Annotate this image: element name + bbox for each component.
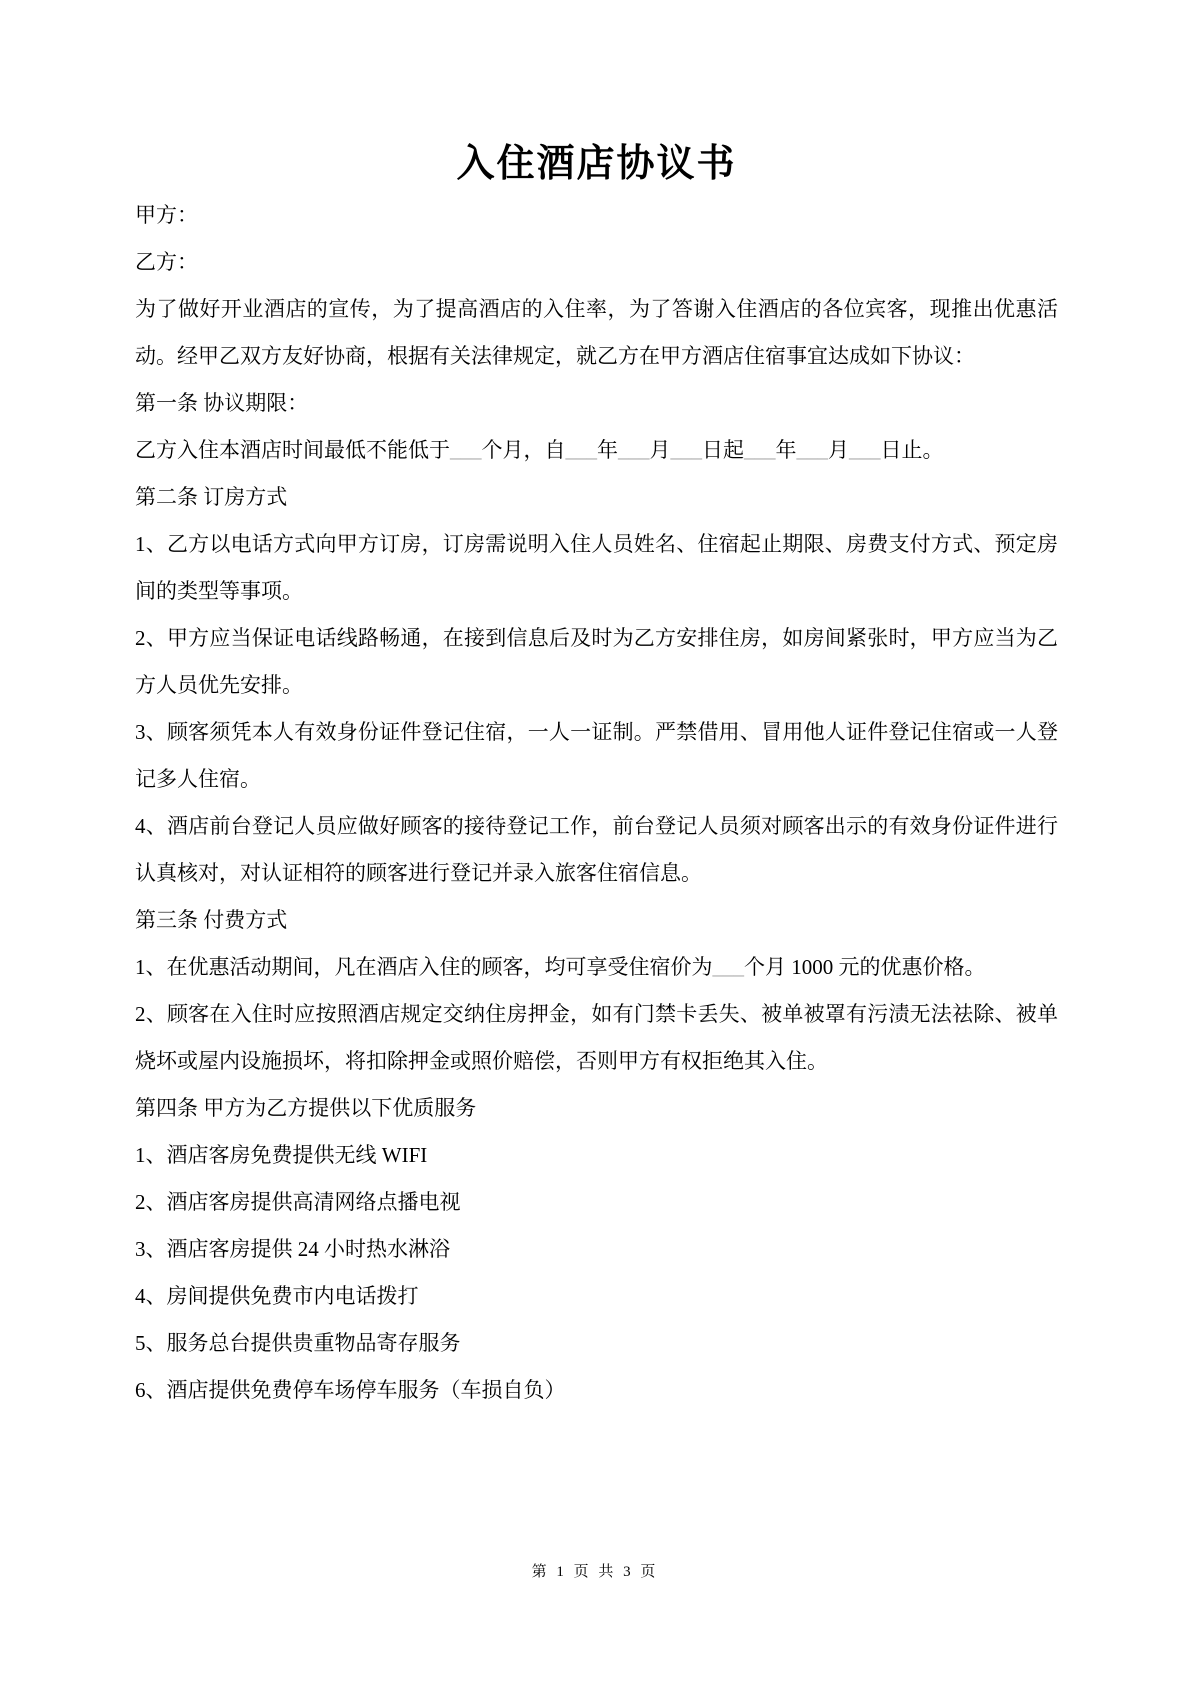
paragraph: 第一条 协议期限： bbox=[135, 391, 309, 415]
paragraph: 2、顾客在入住时应按照酒店规定交纳住房押金，如有门禁卡丢失、被单被罩有污渍无法祛除、被单烧坏或屋内设施损坏，将扣除押金或照价赔偿，否则甲方有权拒绝其入住。 bbox=[135, 1002, 1058, 1073]
paragraph: 第四条 甲方为乙方提供以下优质服务 bbox=[135, 1096, 477, 1120]
page-number-text: 第 1 页 共 3 页 bbox=[531, 1564, 659, 1580]
document-body bbox=[135, 192, 1058, 1414]
paragraph: 甲方： bbox=[135, 203, 198, 227]
paragraph: 1、酒店客房免费提供无线 WIFI bbox=[135, 1143, 428, 1167]
paragraph: 2、甲方应当保证电话线路畅通，在接到信息后及时为乙方安排住房，如房间紧张时，甲方应当为乙方人员优先安排。 bbox=[135, 626, 1058, 697]
paragraph: 1、在优惠活动期间，凡在酒店入住的顾客，均可享受住宿价为___个月 1000 元的优惠价格。 bbox=[135, 955, 986, 979]
paragraph: 2、酒店客房提供高清网络点播电视 bbox=[135, 1190, 461, 1214]
paragraph: 4、房间提供免费市内电话拨打 bbox=[135, 1284, 419, 1308]
document-title: 入住酒店协议书 bbox=[456, 143, 737, 185]
blank-underscore: ___ bbox=[670, 438, 702, 462]
paragraph: 4、酒店前台登记人员应做好顾客的接待登记工作，前台登记人员须对顾客出示的有效身份证件进行认真核对，对认证相符的顾客进行登记并录入旅客住宿信息。 bbox=[135, 814, 1058, 885]
paragraph: 为了做好开业酒店的宣传，为了提高酒店的入住率，为了答谢入住酒店的各位宾客，现推出优惠活动。经甲乙双方友好协商，根据有关法律规定，就乙方在甲方酒店住宿事宜达成如下协议： bbox=[135, 297, 1058, 368]
blank-underscore: ___ bbox=[796, 438, 828, 462]
paragraph: 第二条 订房方式 bbox=[135, 485, 288, 509]
blank-underscore: ___ bbox=[744, 438, 776, 462]
blank-underscore: ___ bbox=[712, 955, 744, 979]
paragraph: 乙方： bbox=[135, 250, 198, 274]
paragraph: 5、服务总台提供贵重物品寄存服务 bbox=[135, 1331, 461, 1355]
page-footer bbox=[0, 1560, 1190, 1581]
paragraph: 第三条 付费方式 bbox=[135, 908, 288, 932]
paragraph: 3、顾客须凭本人有效身份证件登记住宿，一人一证制。严禁借用、冒用他人证件登记住宿或一人登记多人住宿。 bbox=[135, 720, 1058, 791]
blank-underscore: ___ bbox=[450, 438, 482, 462]
blank-underscore: ___ bbox=[849, 438, 881, 462]
paragraph: 1、乙方以电话方式向甲方订房，订房需说明入住人员姓名、住宿起止期限、房费支付方式、预定房间的类型等事项。 bbox=[135, 532, 1058, 603]
blank-underscore: ___ bbox=[565, 438, 597, 462]
paragraph: 6、酒店提供免费停车场停车服务（车损自负） bbox=[135, 1378, 566, 1402]
paragraph: 乙方入住本酒店时间最低不能低于___个月，自___年___月___日起___年___月___日止。 bbox=[135, 438, 944, 462]
paragraph: 3、酒店客房提供 24 小时热水淋浴 bbox=[135, 1237, 450, 1261]
blank-underscore: ___ bbox=[618, 438, 650, 462]
